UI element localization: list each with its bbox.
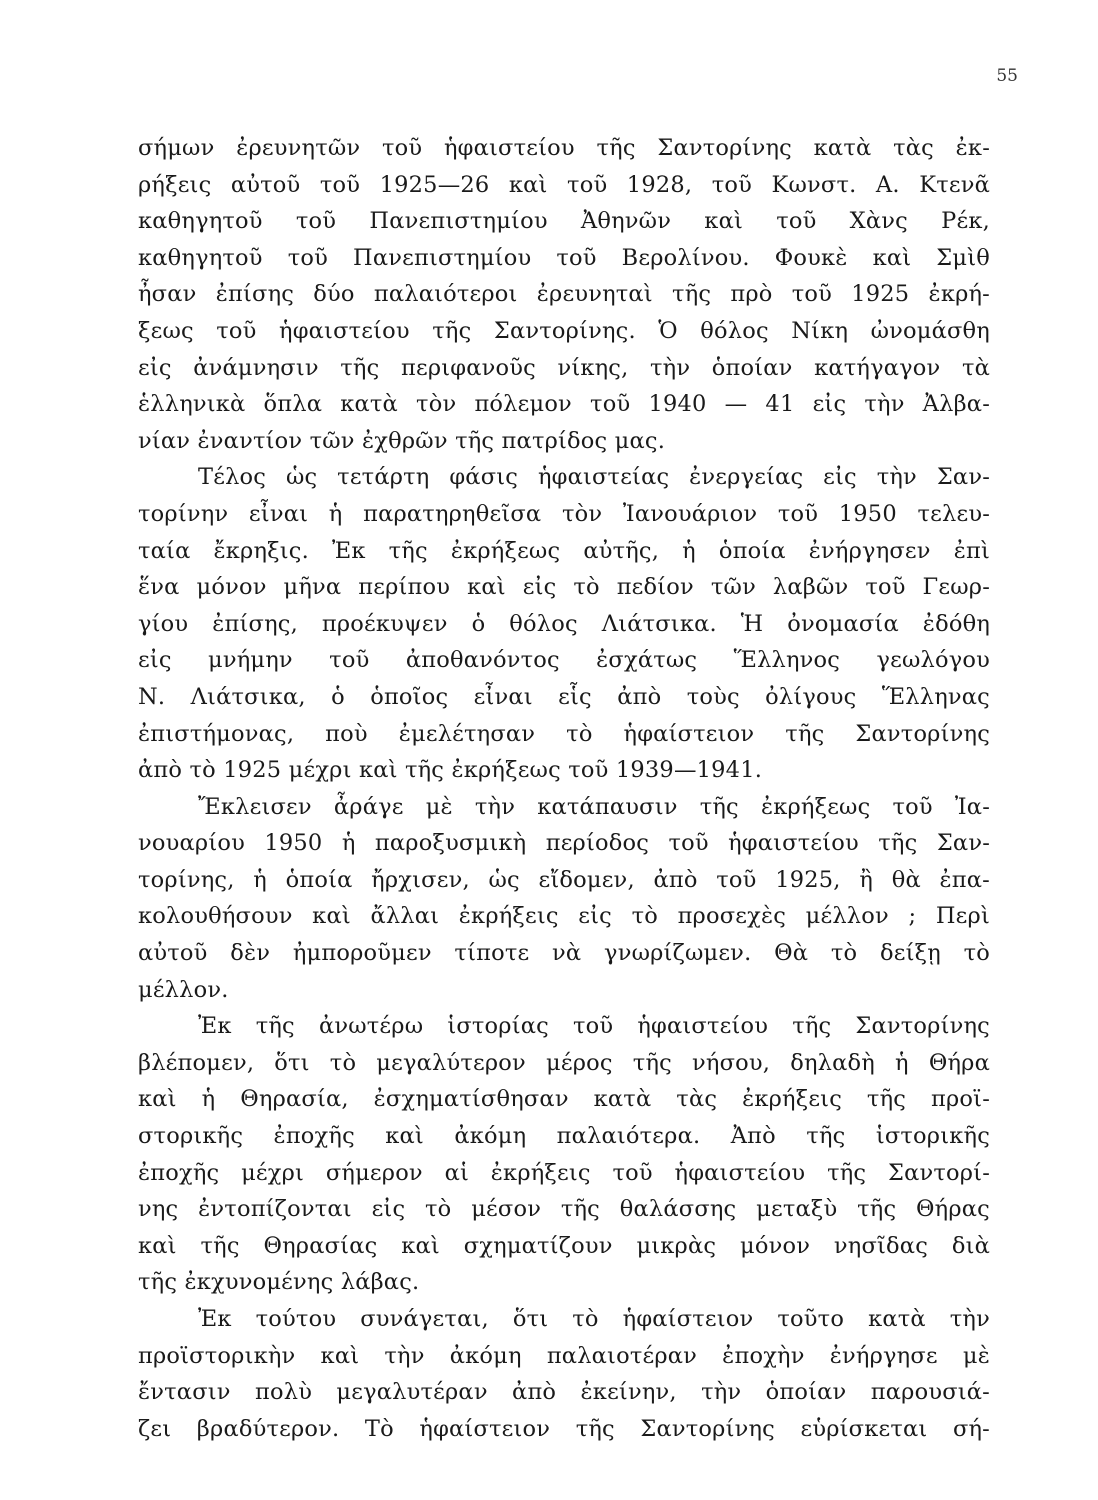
text-line: τῆς ἐκχυνομένης λάβας. <box>138 1269 420 1296</box>
text-line: καὶ ἡ Θηρασία, ἐσχηματίσθησαν κατὰ τὰς ἐκρήξεις τῆς προϊ- <box>138 1086 990 1113</box>
text-line: ἔντασιν πολὺ μεγαλυτέραν ἀπὸ ἐκείνην, τὴν ὁποίαν παρουσιά- <box>138 1379 990 1406</box>
text-line: τορίνης, ἡ ὁποία ἤρχισεν, ὡς εἴδομεν, ἀπὸ τοῦ 1925, ἢ θὰ ἐπα- <box>138 866 990 893</box>
text-line: καθηγητοῦ τοῦ Πανεπιστημίου Ἀθηνῶν καὶ τοῦ Χὰνς Ρέκ, <box>138 208 990 235</box>
text-line: εἰς ἀνάμνησιν τῆς περιφανοῦς νίκης, τὴν ὁποίαν κατήγαγον τὰ <box>138 354 990 381</box>
text-line: τορίνην εἶναι ἡ παρατηρηθεῖσα τὸν Ἰανουάριον τοῦ 1950 τελευ- <box>138 500 990 527</box>
text-line: καθηγητοῦ τοῦ Πανεπιστημίου τοῦ Βερολίνου. Φουκὲ καὶ Σμὶθ <box>138 244 990 271</box>
text-line: κολουθήσουν καὶ ἄλλαι ἐκρήξεις εἰς τὸ προσεχὲς μέλλον ; Περὶ <box>138 903 990 930</box>
text-line: γίου ἐπίσης, προέκυψεν ὁ θόλος Λιάτσικα. Ἡ ὀνομασία ἐδόθη <box>138 610 990 637</box>
text-line: σήμων ἐρευνητῶν τοῦ ἡφαιστείου τῆς Σαντορίνης κατὰ τὰς ἐκ- <box>138 135 990 161</box>
text-line: ἐποχῆς μέχρι σήμερον αἱ ἐκρήξεις τοῦ ἡφαιστείου τῆς Σαντορί- <box>138 1159 990 1186</box>
text-line: στορικῆς ἐποχῆς καὶ ἀκόμη παλαιότερα. Ἀπὸ τῆς ἱστορικῆς <box>138 1123 990 1150</box>
text-line: Τέλος ὡς τετάρτη φάσις ἡφαιστείας ἐνεργείας εἰς τὴν Σαν- <box>198 464 990 491</box>
text-line: ρήξεις αὐτοῦ τοῦ 1925—26 καὶ τοῦ 1928, τοῦ Κωνστ. Α. Κτενᾶ <box>138 171 990 198</box>
text-line: βλέπομεν, ὅτι τὸ μεγαλύτερον μέρος τῆς νήσου, δηλαδὴ ἡ Θήρα <box>138 1049 990 1076</box>
text-line: ἀπὸ τὸ 1925 μέχρι καὶ τῆς ἐκρήξεως τοῦ 1939—1941. <box>138 757 763 784</box>
text-line: ξεως τοῦ ἡφαιστείου τῆς Σαντορίνης. Ὁ θόλος Νίκη ὠνομάσθη <box>138 317 990 344</box>
text-line: προϊστορικὴν καὶ τὴν ἀκόμη παλαιοτέραν ἐποχὴν ἐνήργησε μὲ <box>138 1342 990 1369</box>
body-text <box>138 130 990 1447</box>
text-line: μέλλον. <box>138 976 229 1003</box>
text-line: νης ἐντοπίζονται εἰς τὸ μέσον τῆς θαλάσσης μεταξὺ τῆς Θήρας <box>138 1196 990 1223</box>
page-number: 55 <box>996 66 1018 86</box>
text-line: αὐτοῦ δὲν ἠμποροῦμεν τίποτε νὰ γνωρίζωμεν. Θὰ τὸ δείξῃ τὸ <box>138 940 990 967</box>
text-line: νουαρίου 1950 ἡ παροξυσμικὴ περίοδος τοῦ ἡφαιστείου τῆς Σαν- <box>138 830 990 857</box>
text-line: ἦσαν ἐπίσης δύο παλαιότεροι ἐρευνηταὶ τῆς πρὸ τοῦ 1925 ἐκρή- <box>138 281 990 308</box>
text-line: ταία ἔκρηξις. Ἐκ τῆς ἐκρήξεως αὐτῆς, ἡ ὁποία ἐνήργησεν ἐπὶ <box>138 537 990 564</box>
text-line: ἑλληνικὰ ὅπλα κατὰ τὸν πόλεμον τοῦ 1940 — 41 εἰς τὴν Ἀλβα- <box>138 391 990 418</box>
text-line: εἰς μνήμην τοῦ ἀποθανόντος ἐσχάτως Ἕλληνος γεωλόγου <box>138 647 990 674</box>
text-line: Ἔκλεισεν ἆράγε μὲ τὴν κατάπαυσιν τῆς ἐκρήξεως τοῦ Ἰα- <box>198 793 990 820</box>
text-line: Ἐκ τῆς ἀνωτέρω ἱστορίας τοῦ ἡφαιστείου τῆς Σαντορίνης <box>198 1013 990 1040</box>
text-line: ἐπιστήμονας, ποὺ ἐμελέτησαν τὸ ἡφαίστειον τῆς Σαντορίνης <box>138 720 990 747</box>
text-line: καὶ τῆς Θηρασίας καὶ σχηματίζουν μικρὰς μόνον νησῖδας διὰ <box>138 1232 990 1259</box>
text-line: Ν. Λιάτσικα, ὁ ὁποῖος εἶναι εἷς ἀπὸ τοὺς ὀλίγους Ἕλληνας <box>138 683 990 710</box>
text-line: Ἐκ τούτου συνάγεται, ὅτι τὸ ἡφαίστειον τοῦτο κατὰ τὴν <box>198 1306 990 1332</box>
text-line: νίαν ἐναντίον τῶν ἐχθρῶν τῆς πατρίδος μας. <box>138 427 666 454</box>
text-line: ἕνα μόνον μῆνα περίπου καὶ εἰς τὸ πεδίον τῶν λαβῶν τοῦ Γεωρ- <box>138 574 990 601</box>
text-line: ζει βραδύτερον. Τὸ ἡφαίστειον τῆς Σαντορίνης εὑρίσκεται σή- <box>138 1415 990 1442</box>
